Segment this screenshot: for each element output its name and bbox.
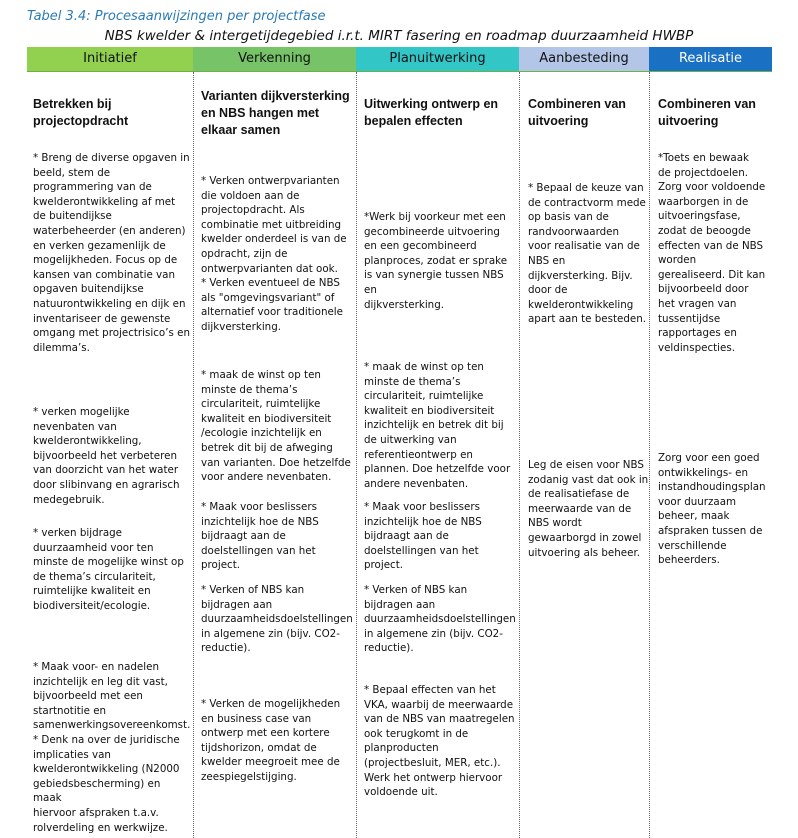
column-title: Betrekken bij projectopdracht bbox=[33, 97, 129, 128]
column-divider bbox=[193, 72, 194, 838]
phase-planuitwerking: Planuitwerking bbox=[356, 47, 519, 71]
text-block: Leg de eisen voor NBS zodanig vast dat ook in de realisatiefase de meerwaarde van de NBS wordt gewaarborgd in zowel uitvoering als beheer. bbox=[528, 459, 649, 559]
text-block: * Maak voor beslissers inzichtelijk hoe de NBS bijdraagt aan de doelstellingen van het project. bbox=[201, 501, 319, 572]
phase-realisatie: Realisatie bbox=[649, 47, 772, 71]
text-block: *Werk bij voorkeur met een gecombineerde uitvoering en een gecombineerd planproces, zodat er sprake is van synergie tussen NBS en dijkversterking. bbox=[364, 211, 508, 311]
text-block: * maak de winst op ten minste de thema’s circulariteit, ruimtelijke kwaliteit en biodiversiteit inzichtelijk en betrek dit bij de uitwerking van referentieontwerp en plannen. Doe hetzelfde voor andere nevenbaten. bbox=[364, 361, 511, 490]
text-block: Zorg voor een goed ontwikkelings- en instandhoudingsplan voor duurzaam beheer, maak afspraken tussen de verschillende beheerders. bbox=[658, 452, 766, 567]
phase-bar bbox=[27, 47, 772, 72]
text-block: * Breng de diverse opgaven in beeld, stem de programmering van de kwelderontwikkeling af met de buitendijkse waterbeheerder (en anderen) en verken gezamenlijk de mogelijkheden. Focus op de kansen van combinatie van opgaven buitendijkse natuurontwikkeling en dijk en inventariseer de gewenste omgang met projectrisico’s en dilemma’s. bbox=[33, 152, 190, 354]
column-title: Uitwerking ontwerp en bepalen effecten bbox=[364, 97, 499, 128]
text-block: * Maak voor beslissers inzichtelijk hoe de NBS bijdraagt aan de doelstellingen van het project. bbox=[364, 501, 482, 572]
column-title: Combineren van uitvoering bbox=[528, 97, 626, 128]
text-block: * maak de winst op ten minste de thema’s circulariteit, ruimtelijke kwaliteit en biodiversiteit /ecologie inzichtelijk en betrek dit bij de afweging van varianten. Doe hetzelfde voor andere nevenbaten. bbox=[201, 369, 351, 484]
text-block: * Bepaal de keuze van de contractvorm mede op basis van de randvoorwaarden voor realisatie van de NBS en dijkversterking. Bijv. door de kwelderontwikkeling apart aan te besteden. bbox=[528, 182, 647, 326]
text-block: * Verken ontwerpvarianten die voldoen aan de projectopdracht. Als combinatie met uitbreiding kwelder onderdeel is van de opdracht, zijn de ontwerpvarianten dat ook. * Verken eventueel de NBS als "omgevingsvariant" of alternatief voor traditionele dijkversterking. bbox=[201, 175, 347, 333]
table-caption: Tabel 3.4: Procesaanwijzingen per projectfase bbox=[27, 9, 326, 24]
text-block: * Maak voor- en nadelen inzichtelijk en leg dit vast, bijvoorbeeld met een startnotitie en samenwerkingsovereenkomst. * Denk na over de juridische implicaties van kwelderontwikkeling (N2000 gebiedsbescherming) en maak hiervoor afspraken t.a.v. rolverdeling en werkwijze. bbox=[33, 661, 191, 834]
text-block: * verken mogelijke nevenbaten van kwelderontwikkeling, bijvoorbeeld het verbeteren van doorzicht van het water door slibinvang en agrarisch medegebruik. bbox=[33, 406, 180, 506]
column-divider bbox=[356, 72, 357, 838]
text-block: *Toets en bewaak de projectdoelen. Zorg voor voldoende waarborgen in de uitvoeringsfase, zodat de beoogde effecten van de NBS worden gerealiseerd. Dit kan bijvoorbeeld door het vragen van tussentijdse rapportages en veldinspecties. bbox=[658, 152, 766, 354]
text-block: * Verken de mogelijkheden en business case van ontwerp met een kortere tijdshorizon, omdat de kwelder meegroeit mee de zeespiegelstijging. bbox=[201, 698, 341, 783]
column-title: Combineren van uitvoering bbox=[658, 97, 756, 128]
phase-initiatief: Initiatief bbox=[27, 47, 193, 71]
phase-verkenning: Verkenning bbox=[193, 47, 356, 71]
text-block: * verken bijdrage duurzaamheid voor ten minste de mogelijke winst op de thema’s circulariteit, ruimtelijke kwaliteit en biodiversiteit/ecologie. bbox=[33, 527, 184, 612]
text-block: * Verken of NBS kan bijdragen aan duurzaamheidsdoelstellingen in algemene zin (bijv. CO2- reductie). bbox=[201, 584, 353, 655]
text-block: * Verken of NBS kan bijdragen aan duurzaamheidsdoelstellingen in algemene zin (bijv. CO2- reductie). bbox=[364, 584, 516, 655]
table-subtitle: NBS kwelder & intergetijdegebied i.r.t. MIRT fasering en roadmap duurzaamheid HWBP bbox=[104, 28, 694, 44]
column-title: Varianten dijkversterking en NBS hangen met elkaar samen bbox=[201, 89, 350, 137]
column-divider bbox=[519, 72, 520, 838]
text-block: * Bepaal effecten van het VKA, waarbij de meerwaarde van de NBS van maatregelen ook terugkomt in de planproducten (projectbesluit, MER, etc.). Werk het ontwerp hiervoor voldoende uit. bbox=[364, 684, 515, 799]
phase-aanbesteding: Aanbesteding bbox=[519, 47, 649, 71]
